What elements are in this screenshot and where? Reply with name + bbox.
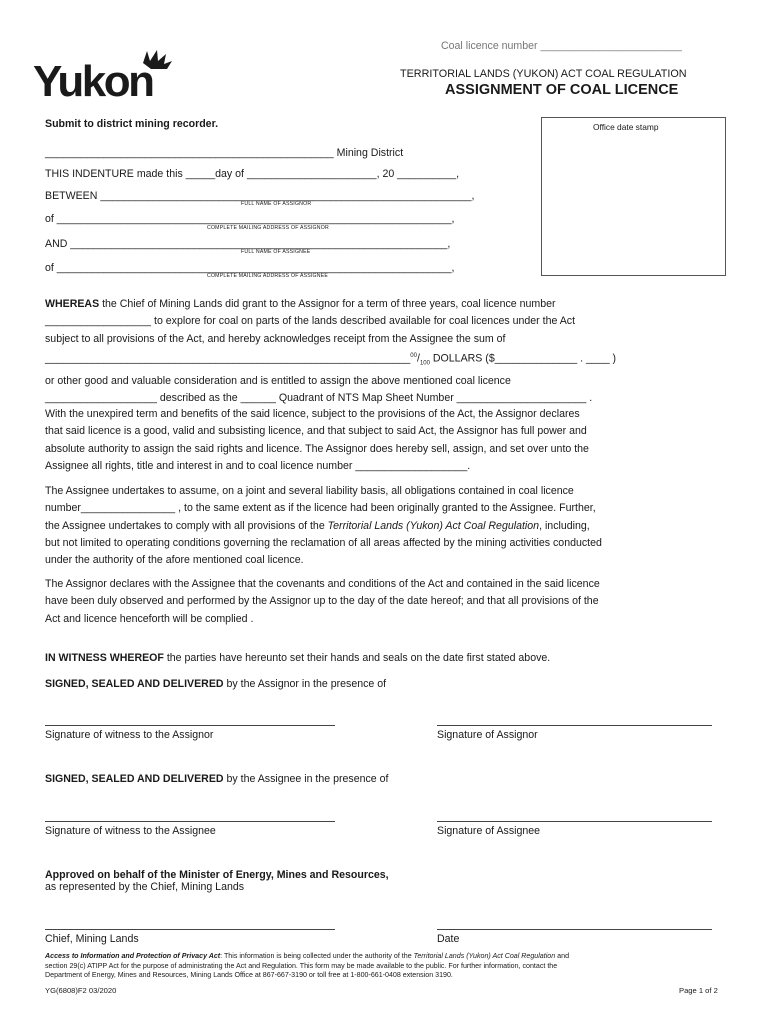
- p4-line-3: Act and licence henceforth will be complied .: [45, 612, 254, 625]
- assignee-undertaking-paragraph: [45, 483, 725, 569]
- p3-line-1: The Assignee undertakes to assume, on a joint and several liability basis, all obligations contained in coal licence: [45, 485, 574, 497]
- assignee-witness-label: Signature of witness to the Assignee: [45, 825, 216, 837]
- witness-statement: IN WITNESS WHEREOF the parties have hereunto set their hands and seals on the date first stated above.: [45, 652, 551, 664]
- and-line: AND ________________________________________________________________,: [45, 238, 451, 250]
- whereas-line-5: or other good and valuable consideration and is entitled to assign the above mentioned coal licence: [45, 374, 511, 387]
- dollars-input[interactable]: [542, 350, 632, 363]
- stamp-label: Office date stamp: [593, 122, 659, 132]
- date-label: Date: [437, 933, 460, 945]
- p3-line-2: number________________ , to the same extent as if the licence had been originally granted to the Assignee. Further,: [45, 502, 596, 515]
- coal-licence-number-input-2[interactable]: [45, 316, 175, 329]
- assignee-witness-signature-line[interactable]: [45, 821, 335, 822]
- assignee-signature-label: Signature of Assignee: [437, 825, 541, 837]
- assignor-signature-line[interactable]: [437, 725, 712, 726]
- whereas-line-4: $\_\_\_\_\_\_\_\_\_\_\_\_\_\_\_\_\_\_\_\_\_\_\_\_\_\_\_\_\_\_\_\_\_\_\_\_\_\_\_\_\_\_\_\_\_\_\_\_\_\_\_\_\_\_\_\_\_\_\_\_\_\_^{00}/_{100}$ DOLLARS ($______________ . ____ ): [45, 352, 617, 367]
- consideration-amount-words-input[interactable]: [45, 350, 430, 363]
- chief-label: Chief, Mining Lands: [45, 933, 139, 945]
- coal-licence-number-input-4[interactable]: [86, 502, 196, 515]
- coal-licence-number-input-3[interactable]: [415, 458, 550, 471]
- whereas-line-6: ___________________ described as the ______ Quadrant of NTS Map Sheet Number ______________________ .: [45, 392, 593, 405]
- assignor-address-input[interactable]: [65, 211, 515, 224]
- assignee-address-caption: COMPLETE MAILING ADDRESS OF ASSIGNEE: [207, 273, 329, 279]
- p3-line-5: under the authority of the afore mentioned coal licence.: [45, 554, 304, 567]
- whereas-line-1: the Chief of Mining Lands did grant to the Assignor for a term of three years, coal licence number: [99, 298, 556, 310]
- between-line: BETWEEN _______________________________________________________________,: [45, 190, 475, 202]
- indenture-line: THIS INDENTURE made this _____day of ______________________, 20 __________,: [45, 168, 460, 180]
- assignor-name-caption: FULL NAME OF ASSIGNOR: [241, 201, 312, 207]
- assignee-of-line: of ___________________________________________________________________,: [45, 262, 455, 274]
- assignor-witness-label: Signature of witness to the Assignor: [45, 729, 214, 741]
- mining-district-line: _________________________________________________ Mining District: [45, 147, 404, 159]
- mining-district-input[interactable]: [46, 145, 431, 158]
- coal-licence-number-input[interactable]: [560, 39, 720, 52]
- approval-subheading: as represented by the Chief, Mining Lands: [45, 881, 245, 893]
- p4-line-2: have been duly observed and performed by the Assignor up to the day of the date hereof; and that all provisions of the: [45, 595, 599, 608]
- assignee-name-caption: FULL NAME OF ASSIGNEE: [241, 249, 311, 255]
- assignor-witness-signature-line[interactable]: [45, 725, 335, 726]
- covenants-paragraph: [45, 576, 725, 628]
- assignor-signature-label: Signature of Assignor: [437, 729, 538, 741]
- indenture-month-input[interactable]: [276, 166, 420, 179]
- indenture-year-input[interactable]: [446, 166, 516, 179]
- assignee-signed-heading: SIGNED, SEALED AND DELIVERED by the Assignee in the presence of: [45, 773, 389, 785]
- page-title: ASSIGNMENT OF COAL LICENCE: [445, 82, 679, 98]
- chief-signature-line[interactable]: [45, 929, 335, 930]
- whereas-lead: WHEREAS: [45, 298, 100, 310]
- p4-line-1: The Assignor declares with the Assignee that the covenants and conditions of the Act and contained in the said licence: [45, 578, 600, 590]
- privacy-notice: Access to Information and Protection of Privacy Act: This information is being collected under the authority of the Territorial Lands (Yukon) Act Coal Regulation and section 29(c) ATIPP Act for the purpose of administrating the Act and Regulation. This form may be made available to the public. For further information, contact the Department of Energy, Mines and Resources, Mining Lands Office at 867-667-3190 or toll free at 1-800-661-0408 extension 3190.: [45, 952, 570, 980]
- p2-line-1: With the unexpired term and benefits of the said licence, subject to the provisions of the Act, the Assignor declares: [45, 408, 580, 420]
- coal-licence-number-field: Coal licence number ________________________: [441, 40, 682, 52]
- p3-line-3: the Assignee undertakes to comply with all provisions of the Territorial Lands (Yukon) Act Coal Regulation, including,: [45, 519, 590, 532]
- cents-input[interactable]: [640, 350, 670, 363]
- whereas-line-3: subject to all provisions of the Act, and hereby acknowledges receipt from the Assignee the sum of: [45, 332, 506, 345]
- description-input[interactable]: [45, 384, 180, 397]
- assignee-address-input[interactable]: [65, 260, 515, 273]
- p2-line-2: that said licence is a good, valid and subsisting licence, and that subject to said Act, the Assignor has full power and: [45, 425, 587, 438]
- assignee-name-input[interactable]: [78, 236, 516, 249]
- assignor-address-caption: COMPLETE MAILING ADDRESS OF ASSIGNOR: [207, 225, 329, 231]
- quadrant-input[interactable]: [264, 384, 324, 397]
- regulation-heading: TERRITORIAL LANDS (YUKON) ACT COAL REGULATION: [400, 68, 687, 80]
- approval-heading: Approved on behalf of the Minister of Energy, Mines and Resources,: [45, 869, 389, 881]
- submit-instruction: Submit to district mining recorder.: [45, 118, 219, 130]
- page-number: Page 1 of 2: [679, 986, 718, 995]
- approval-date-line[interactable]: [437, 929, 712, 930]
- yukon-logo: [33, 48, 183, 100]
- indenture-day-input[interactable]: [208, 166, 238, 179]
- whereas-line-2: __________________ to explore for coal on parts of the lands described available for coal licences under the Act: [45, 315, 576, 328]
- form-code: YG(6808)F2 03/2020: [45, 986, 117, 995]
- p3-line-4: but not limited to operating conditions governing the reclamation of all areas affected by the mining activities conducted: [45, 536, 602, 549]
- nts-map-sheet-input[interactable]: [535, 384, 695, 397]
- p2-line-3: absolute authority to assign the said rights and licence. The Assignor does hereby sell, assign, and set over unto the: [45, 442, 589, 455]
- p2-line-4: Assignee all rights, title and interest in and to coal licence number ___________________.: [45, 459, 471, 472]
- office-date-stamp-box: [541, 117, 726, 276]
- assignor-of-line: of ___________________________________________________________________,: [45, 213, 455, 225]
- logo-wordmark: Yukon: [33, 57, 153, 100]
- assignor-declaration-paragraph: [45, 406, 725, 475]
- assignor-signed-heading: SIGNED, SEALED AND DELIVERED by the Assignor in the presence of: [45, 678, 387, 690]
- assignor-name-input[interactable]: [116, 188, 516, 201]
- assignee-signature-line[interactable]: [437, 821, 712, 822]
